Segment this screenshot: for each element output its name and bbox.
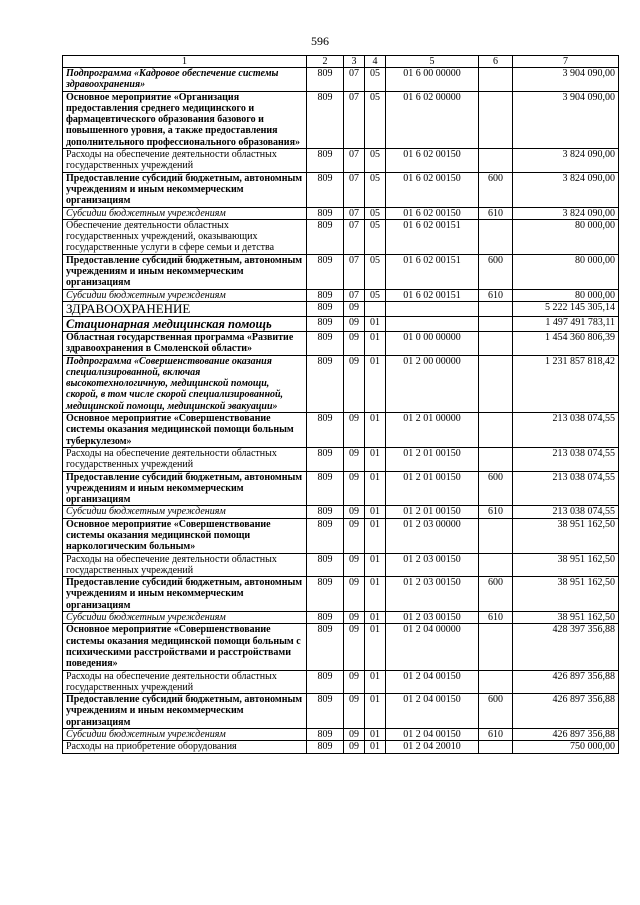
row-name-cell: Подпрограмма «Совершенствование оказания специализированной, включая высокотехнологичную, медицинской помощи, скорой, в том числе скорой специализированной, медицинской помощи, медицинской эвакуации» — [63, 355, 307, 412]
table-row — [63, 694, 619, 729]
table-row — [63, 506, 619, 518]
row-name-cell: Расходы на обеспечение деятельности областных государственных учреждений — [63, 670, 307, 694]
table-row — [63, 413, 619, 448]
section-code-cell: 07 — [344, 207, 365, 219]
department-code-cell: 809 — [307, 68, 344, 92]
target-article-cell: 01 2 03 00150 — [386, 553, 479, 577]
subsection-code-cell: 05 — [365, 172, 386, 207]
amount-cell: 38 951 162,50 — [513, 577, 619, 612]
target-article-cell: 01 2 04 00150 — [386, 670, 479, 694]
expense-type-cell: 610 — [479, 289, 513, 301]
expense-type-cell: 600 — [479, 254, 513, 289]
header-cell: 1 — [63, 56, 307, 68]
expense-type-cell: 600 — [479, 172, 513, 207]
subsection-code-cell: 01 — [365, 413, 386, 448]
row-name-cell: Предоставление субсидий бюджетным, автономным учреждениям и иным некоммерческим организациям — [63, 577, 307, 612]
subsection-code-cell: 01 — [365, 553, 386, 577]
target-article-cell: 01 2 01 00150 — [386, 506, 479, 518]
table-row — [63, 331, 619, 355]
amount-cell: 750 000,00 — [513, 741, 619, 753]
expense-type-cell — [479, 741, 513, 753]
amount-cell: 426 897 356,88 — [513, 729, 619, 741]
department-code-cell: 809 — [307, 670, 344, 694]
row-name-cell: Основное мероприятие «Совершенствование системы оказания медицинской помощи больным туберкулезом» — [63, 413, 307, 448]
expense-type-cell: 600 — [479, 694, 513, 729]
subsection-code-cell: 01 — [365, 447, 386, 471]
table-row — [63, 219, 619, 254]
row-name-cell: Подпрограмма «Кадровое обеспечение системы здравоохранения» — [63, 68, 307, 92]
section-code-cell: 09 — [344, 316, 365, 331]
header-cell: 5 — [386, 56, 479, 68]
section-code-cell: 09 — [344, 413, 365, 448]
section-code-cell: 09 — [344, 355, 365, 412]
table-row — [63, 91, 619, 148]
subsection-code-cell: 01 — [365, 506, 386, 518]
subsection-code-cell: 01 — [365, 729, 386, 741]
subsection-code-cell: 01 — [365, 577, 386, 612]
amount-cell: 38 951 162,50 — [513, 518, 619, 553]
row-name-cell: Расходы на приобретение оборудования — [63, 741, 307, 753]
amount-cell: 3 904 090,00 — [513, 68, 619, 92]
table-row — [63, 316, 619, 331]
expense-type-cell — [479, 149, 513, 173]
department-code-cell: 809 — [307, 741, 344, 753]
section-code-cell: 09 — [344, 670, 365, 694]
target-article-cell: 01 2 03 00150 — [386, 577, 479, 612]
expense-type-cell — [479, 316, 513, 331]
table-row — [63, 577, 619, 612]
department-code-cell: 809 — [307, 518, 344, 553]
amount-cell: 1 231 857 818,42 — [513, 355, 619, 412]
section-code-cell: 09 — [344, 447, 365, 471]
expense-type-cell: 600 — [479, 471, 513, 506]
row-name-cell: Расходы на обеспечение деятельности областных государственных учреждений — [63, 149, 307, 173]
subsection-code-cell: 01 — [365, 331, 386, 355]
subsection-code-cell: 01 — [365, 612, 386, 624]
amount-cell: 1 497 491 783,11 — [513, 316, 619, 331]
expense-type-cell — [479, 413, 513, 448]
expense-type-cell: 610 — [479, 729, 513, 741]
table-row — [63, 670, 619, 694]
expense-type-cell — [479, 301, 513, 316]
table-row — [63, 355, 619, 412]
section-code-cell: 09 — [344, 553, 365, 577]
target-article-cell: 01 6 02 00151 — [386, 289, 479, 301]
section-code-cell: 09 — [344, 612, 365, 624]
department-code-cell: 809 — [307, 91, 344, 148]
section-code-cell: 09 — [344, 729, 365, 741]
department-code-cell: 809 — [307, 729, 344, 741]
section-code-cell: 09 — [344, 741, 365, 753]
row-name-cell: Предоставление субсидий бюджетным, автономным учреждениям и иным некоммерческим организациям — [63, 254, 307, 289]
department-code-cell: 809 — [307, 219, 344, 254]
table-row — [63, 68, 619, 92]
department-code-cell: 809 — [307, 355, 344, 412]
table-row — [63, 149, 619, 173]
subsection-code-cell: 05 — [365, 149, 386, 173]
row-name-cell: Субсидии бюджетным учреждениям — [63, 207, 307, 219]
target-article-cell: 01 6 02 00151 — [386, 254, 479, 289]
amount-cell: 80 000,00 — [513, 219, 619, 254]
table-row — [63, 289, 619, 301]
amount-cell: 428 397 356,88 — [513, 624, 619, 670]
amount-cell: 213 038 074,55 — [513, 413, 619, 448]
row-name-cell: Субсидии бюджетным учреждениям — [63, 612, 307, 624]
section-code-cell: 09 — [344, 518, 365, 553]
table-row — [63, 172, 619, 207]
page-number: 596 — [311, 34, 329, 48]
amount-cell: 5 222 145 305,14 — [513, 301, 619, 316]
expense-type-cell — [479, 670, 513, 694]
section-code-cell: 07 — [344, 254, 365, 289]
department-code-cell: 809 — [307, 506, 344, 518]
subsection-code-cell: 05 — [365, 289, 386, 301]
table-row — [63, 553, 619, 577]
subsection-code-cell: 01 — [365, 471, 386, 506]
target-article-cell: 01 2 04 00000 — [386, 624, 479, 670]
target-article-cell: 01 6 02 00000 — [386, 91, 479, 148]
amount-cell: 80 000,00 — [513, 254, 619, 289]
amount-cell: 1 454 360 806,39 — [513, 331, 619, 355]
table-row — [63, 447, 619, 471]
header-cell: 7 — [513, 56, 619, 68]
expense-type-cell — [479, 91, 513, 148]
subsection-code-cell: 01 — [365, 624, 386, 670]
department-code-cell: 809 — [307, 301, 344, 316]
target-article-cell: 01 2 03 00000 — [386, 518, 479, 553]
target-article-cell: 01 6 02 00150 — [386, 149, 479, 173]
table-row — [63, 624, 619, 670]
target-article-cell — [386, 301, 479, 316]
section-code-cell: 07 — [344, 172, 365, 207]
row-name-cell: Расходы на обеспечение деятельности областных государственных учреждений — [63, 447, 307, 471]
expense-type-cell: 610 — [479, 612, 513, 624]
section-code-cell: 09 — [344, 301, 365, 316]
department-code-cell: 809 — [307, 316, 344, 331]
row-name-cell: Субсидии бюджетным учреждениям — [63, 729, 307, 741]
target-article-cell: 01 2 01 00150 — [386, 471, 479, 506]
section-code-cell: 09 — [344, 471, 365, 506]
amount-cell: 213 038 074,55 — [513, 506, 619, 518]
row-name-cell: Основное мероприятие «Организация предоставления среднего медицинского и фармацевтического образования базового и повышенного уровня, а также предоставления дополнительного профессионального образования» — [63, 91, 307, 148]
expense-type-cell — [479, 518, 513, 553]
section-code-cell: 09 — [344, 506, 365, 518]
row-name-cell: Предоставление субсидий бюджетным, автономным учреждениям и иным некоммерческим организациям — [63, 694, 307, 729]
amount-cell: 3 824 090,00 — [513, 149, 619, 173]
target-article-cell — [386, 316, 479, 331]
target-article-cell: 01 6 02 00150 — [386, 207, 479, 219]
department-code-cell: 809 — [307, 694, 344, 729]
subsection-code-cell: 05 — [365, 91, 386, 148]
amount-cell: 38 951 162,50 — [513, 553, 619, 577]
table-row — [63, 471, 619, 506]
header-row — [63, 56, 619, 68]
row-name-cell: Предоставление субсидий бюджетным, автономным учреждениям и иным некоммерческим организациям — [63, 172, 307, 207]
subsection-code-cell: 01 — [365, 355, 386, 412]
subsection-code-cell: 05 — [365, 207, 386, 219]
department-code-cell: 809 — [307, 612, 344, 624]
subsection-code-cell: 01 — [365, 741, 386, 753]
row-name-cell: Обеспечение деятельности областных государственных учреждений, оказывающих государственные услуги в сфере семьи и детства — [63, 219, 307, 254]
row-name-cell: Расходы на обеспечение деятельности областных государственных учреждений — [63, 553, 307, 577]
amount-cell: 80 000,00 — [513, 289, 619, 301]
target-article-cell: 01 2 04 00150 — [386, 729, 479, 741]
expense-type-cell: 610 — [479, 506, 513, 518]
row-name-cell: Стационарная медицинская помощь — [63, 316, 307, 331]
department-code-cell: 809 — [307, 149, 344, 173]
department-code-cell: 809 — [307, 624, 344, 670]
header-cell: 6 — [479, 56, 513, 68]
department-code-cell: 809 — [307, 254, 344, 289]
department-code-cell: 809 — [307, 289, 344, 301]
department-code-cell: 809 — [307, 577, 344, 612]
expense-type-cell — [479, 355, 513, 412]
amount-cell: 426 897 356,88 — [513, 670, 619, 694]
target-article-cell: 01 6 02 00151 — [386, 219, 479, 254]
target-article-cell: 01 2 01 00150 — [386, 447, 479, 471]
row-name-cell: Субсидии бюджетным учреждениям — [63, 506, 307, 518]
subsection-code-cell: 01 — [365, 670, 386, 694]
section-code-cell: 09 — [344, 331, 365, 355]
amount-cell: 213 038 074,55 — [513, 447, 619, 471]
target-article-cell: 01 2 01 00000 — [386, 413, 479, 448]
amount-cell: 3 824 090,00 — [513, 207, 619, 219]
department-code-cell: 809 — [307, 471, 344, 506]
target-article-cell: 01 6 00 00000 — [386, 68, 479, 92]
row-name-cell: Субсидии бюджетным учреждениям — [63, 289, 307, 301]
amount-cell: 38 951 162,50 — [513, 612, 619, 624]
subsection-code-cell: 01 — [365, 316, 386, 331]
target-article-cell: 01 2 04 20010 — [386, 741, 479, 753]
expense-type-cell — [479, 447, 513, 471]
expense-type-cell — [479, 331, 513, 355]
target-article-cell: 01 2 04 00150 — [386, 694, 479, 729]
table-row — [63, 254, 619, 289]
target-article-cell: 01 0 00 00000 — [386, 331, 479, 355]
amount-cell: 426 897 356,88 — [513, 694, 619, 729]
subsection-code-cell: 05 — [365, 68, 386, 92]
table-row — [63, 741, 619, 753]
target-article-cell: 01 2 00 00000 — [386, 355, 479, 412]
row-name-cell: Предоставление субсидий бюджетным, автономным учреждениям и иным некоммерческим организациям — [63, 471, 307, 506]
table-row — [63, 729, 619, 741]
section-code-cell: 07 — [344, 91, 365, 148]
row-name-cell: Областная государственная программа «Развитие здравоохранения в Смоленской области» — [63, 331, 307, 355]
section-code-cell: 07 — [344, 149, 365, 173]
section-code-cell: 07 — [344, 289, 365, 301]
expense-type-cell — [479, 624, 513, 670]
expense-type-cell — [479, 219, 513, 254]
header-cell: 3 — [344, 56, 365, 68]
header-cell: 2 — [307, 56, 344, 68]
department-code-cell: 809 — [307, 207, 344, 219]
expense-type-cell — [479, 68, 513, 92]
section-code-cell: 09 — [344, 577, 365, 612]
department-code-cell: 809 — [307, 172, 344, 207]
budget-table — [62, 55, 619, 754]
row-name-cell: ЗДРАВООХРАНЕНИЕ — [63, 301, 307, 316]
section-code-cell: 07 — [344, 219, 365, 254]
table-row — [63, 518, 619, 553]
row-name-cell: Основное мероприятие «Совершенствование системы оказания медицинской помощи больным с психическими расстройствами и расстройствами поведения» — [63, 624, 307, 670]
table-row — [63, 612, 619, 624]
subsection-code-cell: 01 — [365, 694, 386, 729]
subsection-code-cell — [365, 301, 386, 316]
department-code-cell: 809 — [307, 447, 344, 471]
amount-cell: 3 904 090,00 — [513, 91, 619, 148]
header-cell: 4 — [365, 56, 386, 68]
target-article-cell: 01 6 02 00150 — [386, 172, 479, 207]
section-code-cell: 09 — [344, 694, 365, 729]
expense-type-cell: 610 — [479, 207, 513, 219]
department-code-cell: 809 — [307, 331, 344, 355]
subsection-code-cell: 05 — [365, 254, 386, 289]
subsection-code-cell: 01 — [365, 518, 386, 553]
subsection-code-cell: 05 — [365, 219, 386, 254]
expense-type-cell — [479, 553, 513, 577]
section-code-cell: 09 — [344, 624, 365, 670]
department-code-cell: 809 — [307, 413, 344, 448]
department-code-cell: 809 — [307, 553, 344, 577]
amount-cell: 213 038 074,55 — [513, 471, 619, 506]
target-article-cell: 01 2 03 00150 — [386, 612, 479, 624]
table-row — [63, 301, 619, 316]
table-row — [63, 207, 619, 219]
section-code-cell: 07 — [344, 68, 365, 92]
row-name-cell: Основное мероприятие «Совершенствование системы оказания медицинской помощи наркологическим больным» — [63, 518, 307, 553]
expense-type-cell: 600 — [479, 577, 513, 612]
amount-cell: 3 824 090,00 — [513, 172, 619, 207]
